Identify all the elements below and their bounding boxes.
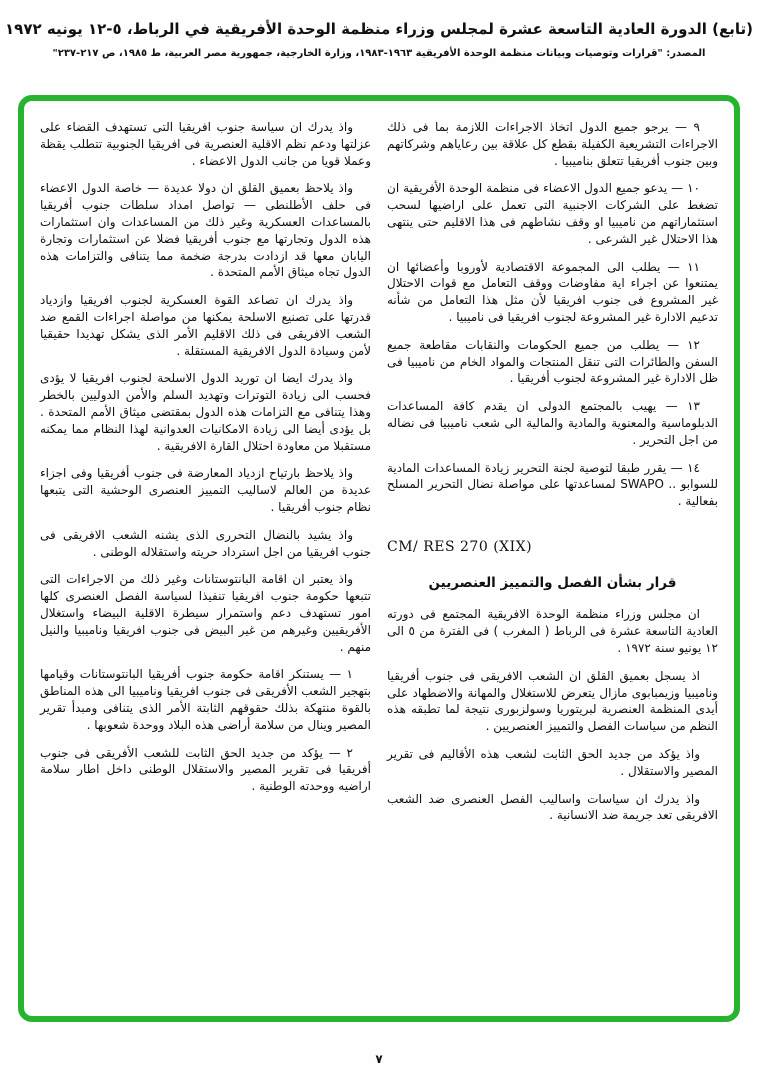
paragraph: واذ يلاحظ بارتياح ازدياد المعارضة فى جنوب أفريقيا وفى اجزاء عديدة من العالم لاساليب التمييز العنصرى الوحشية التى يتبعها نظام جنوب أفريقيا .	[40, 466, 371, 514]
paragraph: ٩ — يرجو جميع الدول اتخاذ الاجراءات اللازمة بما فى ذلك الاجراءات التشريعية الكفيلة بقطع كل علاقة بين رعاياهم وشركاتهم وبين جنوب أفريقيا تتعلق بناميبيا .	[387, 120, 718, 168]
paragraph: ١٠ — يدعو جميع الدول الاعضاء فى منظمة الوحدة الأفريقية ان تضغط على الشركات الاجنبية التى تعمل على اراضيها لسحب استثماراتهم من ناميبيا او وقف نشاطهم فى هذا الاقليم حتى ينتهى هذا الاحتلال غير الشرعى .	[387, 181, 718, 246]
paragraph: اذ يسجل بعميق القلق ان الشعب الافريقى فى جنوب أفريقيا وناميبيا وزيمبابوى مازال يتعرض للاستغلال والمهانة والاضطهاد على أيدى المنظمة العنصرية لبريتوريا وسولزبورى نتيجة لما تطبقه هذه النظم من سياسات الفصل والتمييز العنصريين .	[387, 668, 718, 734]
paragraph: ١٤ — يقرر طبقا لتوصية لجنة التحرير زيادة المساعدات المادية للسوابو .. SWAPO لمساعدتها على مواصلة نضال التحرير المسلح بفعالية .	[387, 460, 718, 509]
paragraph: واذ يدرك ايضا ان توريد الدول الاسلحة لجنوب افريقيا لا يؤدى فحسب الى زيادة التوترات وتهديد السلم والأمن الدوليين بالخطر وهذا يتنافى مع التزامات هذه الدول بمقتضى ميثاق الأمم المتحدة . بل يؤدى أيضا الى زيادة الامكانيات العدوانية لهذا النظام مما يمكنه مستقبلا من معاودة احتلال القارة الافريقية .	[40, 371, 371, 453]
paragraph: ٢ — يؤكد من جديد الحق الثابت للشعب الأفريقى فى جنوب أفريقيا فى تقرير المصير والاستقلال الوطنى داخل اطار سلامة اراضيه ووحدته الوطنية .	[40, 745, 371, 794]
column-right	[387, 119, 718, 1006]
column-left	[40, 119, 371, 1006]
paragraph: ١١ — يطلب الى المجموعة الاقتصادية لأوروبا وأعضائها ان يمتنعوا عن اجراء اية مفاوضات ووقف التعامل مع قوات الاحتلال غير المشروع فى جنوب افريقيا لأن مثل هذا التعامل من شأنه تدعيم الادارة غير المشروعة لجنوب افريقيا فى ناميبيا .	[387, 259, 718, 324]
paragraph: ١ — يستنكر اقامة حكومة جنوب أفريقيا البانتوستانات وقيامها بتهجير الشعب الأفريقى فى جنوب افريقيا وناميبيا الى هذه المناطق بالقوة منتهكة بذلك حقوقهم الثابتة الأمر الذى يتنافى ومبدأ تقرير المصير وينال من سلامة أراضى هذه البلاد ووحدة شعوبها .	[40, 667, 371, 732]
paragraph: واذ يدرك ان سياسات واساليب الفصل العنصرى ضد الشعب الافريقى تعد جريمة ضد الانسانية .	[387, 791, 718, 823]
paragraph: ١٢ — يطلب من جميع الحكومات والنقابات مقاطعة جميع السفن والطائرات التى تنقل المنتجات والمواد الخام من ناميبيا فى ظل الادارة غير المشروعة لجنوب أفريقيا .	[387, 337, 718, 386]
paragraph: ١٣ — يهيب بالمجتمع الدولى ان يقدم كافة المساعدات الدبلوماسية والمعنوية والمادية والمالية الى شعب ناميبيا فى نضاله من اجل التحرير .	[387, 399, 718, 447]
page-header	[0, 20, 758, 59]
section-heading: قرار بشأن الفصل والتمييز العنصريين	[428, 574, 677, 591]
paragraph: ان مجلس وزراء منظمة الوحدة الافريقية المجتمع فى دورته العادية التاسعة عشرة فى الرباط ( المغرب ) فى الفترة من ٥ الى ١٢ يونيو سنة ١٩٧٢ .	[387, 607, 718, 656]
text-columns	[40, 119, 718, 1006]
source-citation: المصدر: "قرارات وتوصيات وبيانات منظمة الوحدة الأفريقية ١٩٦٣-١٩٨٣، وزارة الخارجية، جمهورية مصر العربية، ط ١٩٨٥، ص ٢١٧-٢٣٧"	[52, 48, 706, 59]
session-title: (تابع) الدورة العادية التاسعة عشرة لمجلس وزراء منظمة الوحدة الأفريقية في الرباط، ٥-١٢ يونيه ١٩٧٢	[5, 20, 753, 38]
paragraph: واذ يدرك ان سياسة جنوب افريقيا التى تستهدف القضاء على عزلتها ودعم نظم الاقلية العنصرية فى افريقيا الجنوبية تتطلب يقظة وعملا قويا من جانب الدول الاعضاء .	[40, 120, 371, 168]
paragraph: واذ يؤكد من جديد الحق الثابت لشعب هذه الأقاليم فى تقرير المصير والاستقلال .	[387, 747, 718, 778]
paragraph: واذ يشيد بالنضال التحررى الذى يشنه الشعب الافريقى فى جنوب افريقيا من اجل استرداد حريته واستقلاله الوطنى .	[40, 527, 371, 559]
paragraph: واذ يعتبر ان اقامة البانتوستانات وغير ذلك من الاجراءات التى تتبعها حكومة جنوب افريقيا تنفيذا لسياسة الفصل العنصرى كلها امور تستهدف دعم واستمرار سيطرة الاقلية البيضاء واستغلال الأفريقيين وغيرهم من غير البيض فى جنوب افريقيا وناميبيا والنيل منهم .	[40, 572, 371, 654]
paragraph: واذ يدرك ان تصاعد القوة العسكرية لجنوب افريقيا وازدياد قدرتها على تصنيع الاسلحة يمكنها من مواصلة اجراءات القمع ضد الشعب الافريقى فى ذلك الاقليم الأمر الذى يشكل تهديدا حقيقيا لأمن وسيادة الدول الافريقية المستقلة .	[40, 293, 371, 358]
document-frame	[18, 95, 740, 1022]
resolution-reference: CM/ RES 270 (XIX)	[387, 538, 533, 555]
paragraph: واذ يلاحظ بعميق القلق ان دولا عديدة — خاصة الدول الاعضاء فى حلف الأطلنطى — تواصل امداد سلطات جنوب أفريقيا بالمساعدات العسكرية وغير ذلك من المساعدات وان استثمارات هذه الدول وتجارتها مع جنوب أفريقيا فضلا عن استثمارات وتجارة اليابان معها قد ازدادت بدرجة ضخمة مما يتنافى والتزامات هذه الدول تجاه ميثاق الأمم المتحدة .	[40, 181, 371, 280]
page-number: ٧	[375, 1052, 383, 1066]
